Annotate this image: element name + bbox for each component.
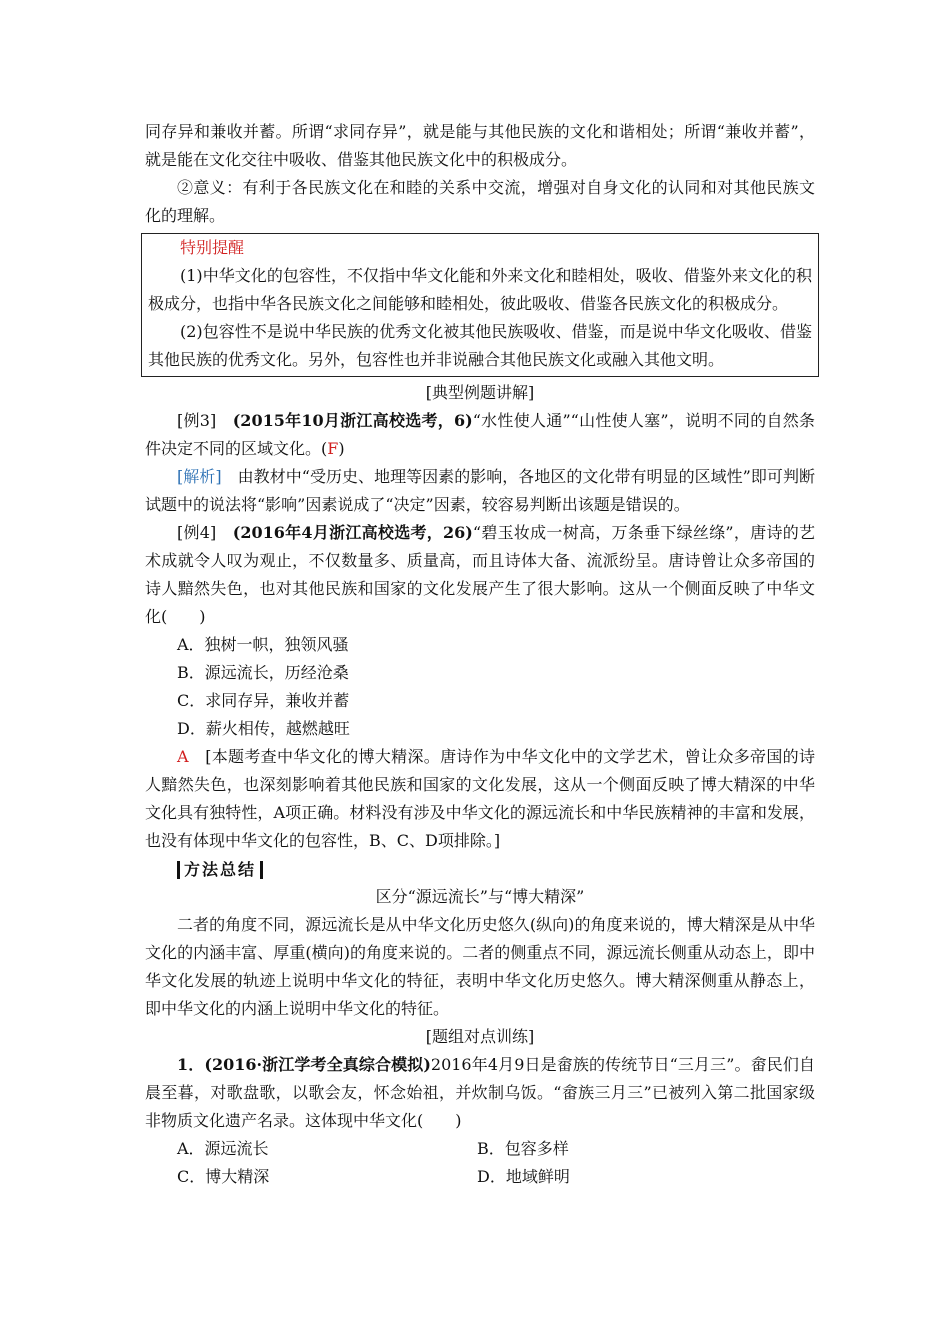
option-c: C．求同存异，兼收并蓄 xyxy=(177,691,350,710)
q1-option-b: B．包容多样 xyxy=(477,1139,569,1158)
example-4-answer: A xyxy=(177,747,189,766)
tip-point-2: (2)包容性不是说中华民族的优秀文化被其他民族吸收、借鉴，而是说中华文化吸收、借鉴其他民族的优秀文化。另外，包容性也并非说融合其他民族文化或融入其他文明。 xyxy=(148,322,812,369)
example-4-options xyxy=(145,631,815,743)
method-heading: 方法总结 xyxy=(177,861,263,879)
tip-point-1: (1)中华文化的包容性，不仅指中华文化能和外来文化和睦相处，吸收、借鉴外来文化的积极成分，也指中华各民族文化之间能够和睦相处，彼此吸收、借鉴各民族文化的积极成分。 xyxy=(148,266,812,313)
q1-option-d: D．地域鲜明 xyxy=(477,1167,570,1186)
example-4-source: (2016年4月浙江高校选考，26) xyxy=(232,523,473,542)
example-3-label: [例3] xyxy=(177,411,217,430)
example-3-answer: F xyxy=(327,439,339,458)
analysis-label: [解析] xyxy=(177,467,222,486)
example-3-source: (2015年10月浙江高校选考，6) xyxy=(232,411,473,430)
option-a: A．独树一帜，独领风骚 xyxy=(177,635,349,654)
document-page xyxy=(145,118,815,1191)
question-1-number: 1． xyxy=(177,1055,205,1074)
method-subtitle: 区分“源远流长”与“博大精深” xyxy=(375,887,585,906)
tip-box xyxy=(141,233,819,377)
option-b: B．源远流长，历经沧桑 xyxy=(177,663,349,682)
intro-paragraph: 同存异和兼收并蓄。所谓“求同存异”，就是能与其他民族的文化和谐相处；所谓“兼收并蓄”，就是能在文化交往中吸收、借鉴其他民族文化中的积极成分。 xyxy=(145,122,815,169)
question-1-source: (2016·浙江学考全真综合模拟) xyxy=(204,1055,431,1074)
analysis-text: 由教材中“受历史、地理等因素的影响，各地区的文化带有明显的区域性”即可判断试题中的说法将“影响”因素说成了“决定”因素，较容易判断出该题是错误的。 xyxy=(145,467,815,514)
example-3-text: “水性使人通”“山性使人塞”，说明不同的自然条件决定不同的区域文化。( xyxy=(145,411,815,458)
question-1 xyxy=(145,1051,815,1135)
question-1-options xyxy=(145,1135,815,1191)
q1-option-c: C．博大精深 xyxy=(177,1167,270,1186)
example-4-explanation-text: [本题考查中华文化的博大精深。唐诗作为中华文化中的文学艺术，曾让众多帝国的诗人黯然失色，也深刻影响着其他民族和国家的文化发展，这从一个侧面反映了博大精深的中华文化具有独特性，A项正确。材料没有涉及中华文化的源远流长和中华民族精神的丰富和发展，也没有体现中华文化的包容性，B、C、D项排除。] xyxy=(145,747,815,850)
section-training-heading: [题组对点训练] xyxy=(425,1027,535,1046)
method-text: 二者的角度不同，源远流长是从中华文化历史悠久(纵向)的角度来说的，博大精深是从中华文化的内涵丰富、厚重(横向)的角度来说的。二者的侧重点不同，源远流长侧重从动态上，即中华文化发展的轨迹上说明中华文化的特征，表明中华文化历史悠久。博大精深侧重从静态上，即中华文化的内涵上说明中华文化的特征。 xyxy=(145,915,815,1018)
example-3: [例3] (2015年10月浙江高校选考，6)“水性使人通”“山性使人塞”，说明不同的自然条件决定不同的区域文化。(F) xyxy=(145,411,815,458)
example-4-text: “碧玉妆成一树高，万条垂下绿丝绦”，唐诗的艺术成就令人叹为观止，不仅数量多、质量高，而且诗体大备、流派纷呈。唐诗曾让众多帝国的诗人黯然失色，也对其他民族和国家的文化发展产生了很大影响。这从一个侧面反映了中华文化( ) xyxy=(145,523,815,626)
example-3-analysis xyxy=(145,463,815,519)
example-4 xyxy=(145,519,815,631)
example-4-label: [例4] xyxy=(177,523,217,542)
section-examples-heading: [典型例题讲解] xyxy=(425,383,535,402)
tip-title: 特别提醒 xyxy=(180,238,245,257)
q1-option-a: A．源远流长 xyxy=(177,1139,269,1158)
option-d: D．薪火相传，越燃越旺 xyxy=(177,719,350,738)
significance-paragraph: ②意义：有利于各民族文化在和睦的关系中交流，增强对自身文化的认同和对其他民族文化的理解。 xyxy=(145,178,815,225)
example-4-explanation xyxy=(145,743,815,855)
question-1-text: 2016年4月9日是畲族的传统节日“三月三”。畲民们自晨至暮，对歌盘歌，以歌会友，怀念始祖，并炊制乌饭。“畲族三月三”已被列入第二批国家级非物质文化遗产名录。这体现中华文化( ) xyxy=(145,1055,815,1130)
